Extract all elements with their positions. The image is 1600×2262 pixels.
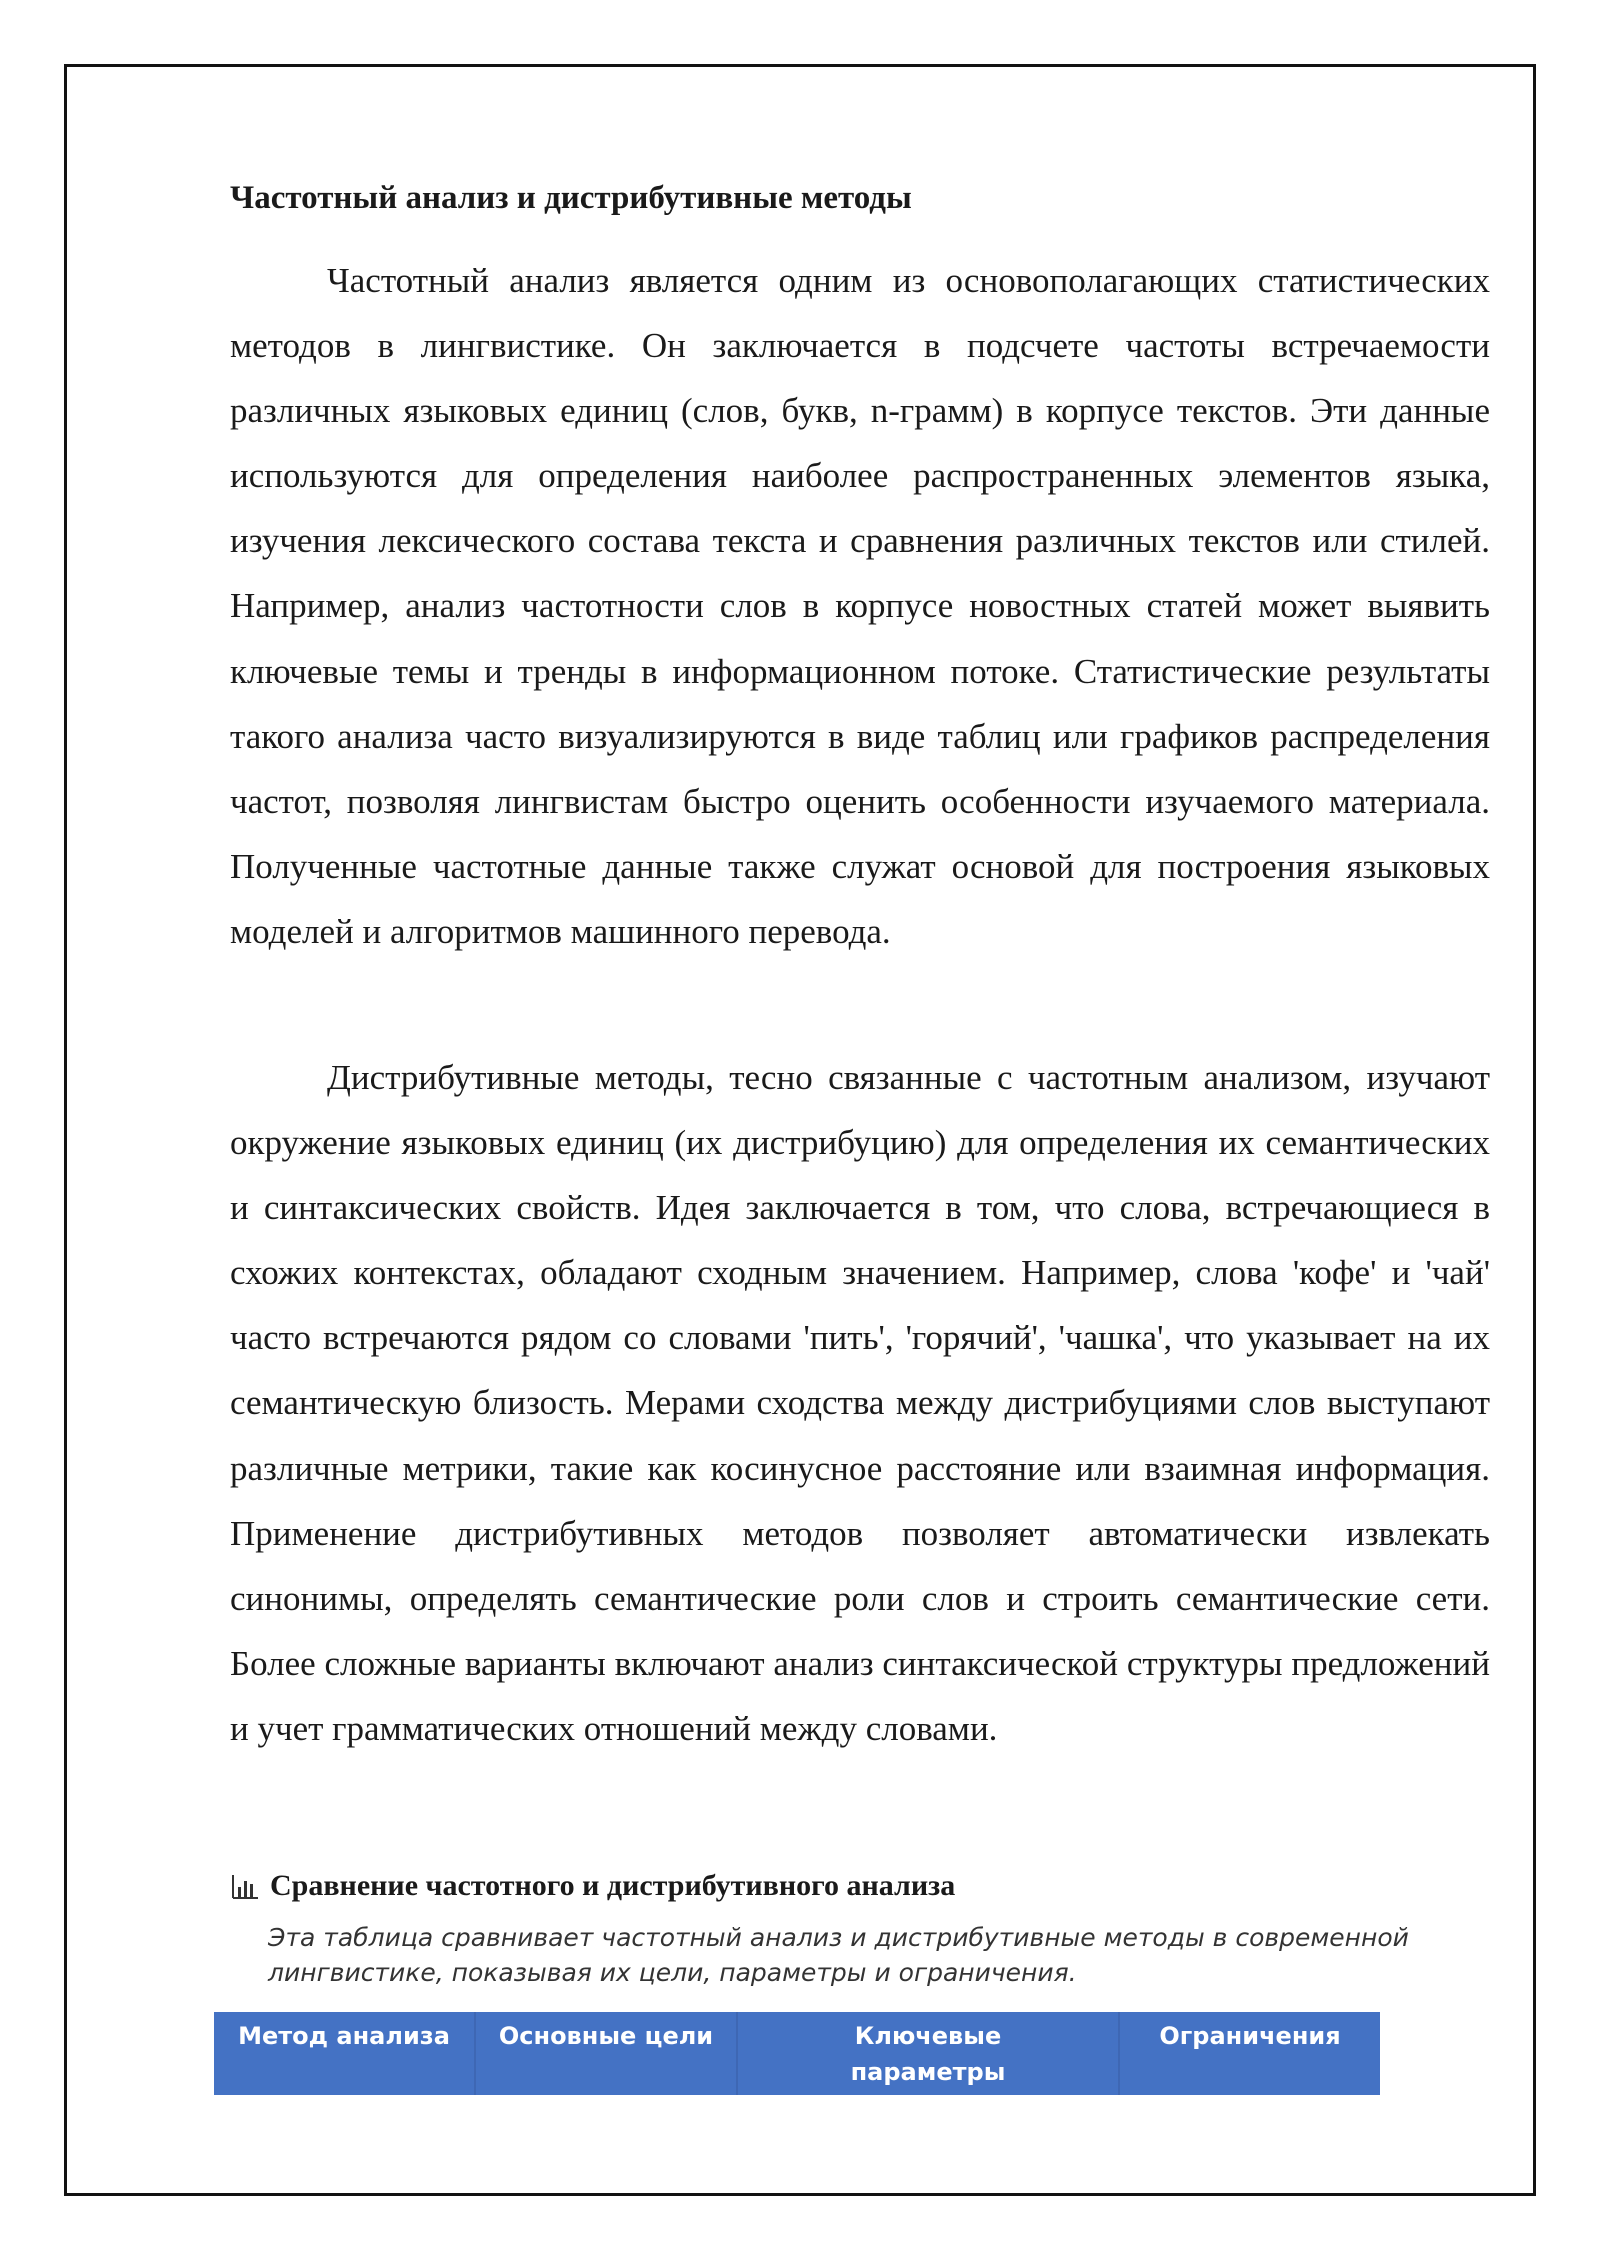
paragraph-distributive-methods: Дистрибутивные методы, тесно связанные с частотным анализом, изучают окружение языковых единиц (их дистрибуцию) для определения их семантических и синтаксических свойств. Идея заключается в том, что слова, встречающиеся в схожих контекстах, обладают сходным значением. Например, слова 'кофе' и 'чай' часто встречаются рядом со словами 'пить', 'горячий', 'чашка', что указывает на их семантическую близость. Мерами сходства между дистрибуциями слов выступают различные метрики, такие как косинусное расстояние или взаимная информация. Применение дистрибутивных методов позволяет автоматически извлекать синонимы, определять семантические роли слов и строить семантические сети. Более сложные варианты включают анализ синтаксической структуры предложений и учет грамматических отношений между словами. [230, 1058, 1490, 1748]
comparison-table-header [214, 2012, 1380, 2095]
table-caption: Эта таблица сравнивает частотный анализ и дистрибутивные методы в современной лингвистике, показывая их цели, параметры и ограничения. [268, 1923, 1409, 1987]
table-title [230, 1866, 1490, 1906]
column-header-limitations: Ограничения [1159, 2022, 1341, 2050]
paragraph-frequency-analysis: Частотный анализ является одним из основополагающих статистических методов в лингвистике. Он заключается в подсчете частоты встречаемости различных языковых единиц (слов, букв, n-грамм) в корпусе текстов. Эти данные используются для определения наиболее распространенных элементов языка, изучения лексического состава текста и сравнения различных текстов или стилей. Например, анализ частотности слов в корпусе новостных статей может выявить ключевые темы и тренды в информационном потоке. Статистические результаты такого анализа часто визуализируются в виде таблиц или графиков распределения частот, позволяя лингвистам быстро оценить особенности изучаемого материала. Полученные частотные данные также служат основой для построения языковых моделей и алгоритмов машинного перевода. [230, 261, 1490, 951]
column-header-goals: Основные цели [476, 2012, 738, 2095]
column-header-parameters: Ключевые параметры [738, 2012, 1120, 2095]
table-title-text: Сравнение частотного и дистрибутивного анализа [270, 1869, 956, 1902]
bar-chart-icon [230, 1871, 260, 1901]
column-header-method: Метод анализа [214, 2012, 476, 2095]
section-heading: Частотный анализ и дистрибутивные методы [230, 180, 912, 216]
